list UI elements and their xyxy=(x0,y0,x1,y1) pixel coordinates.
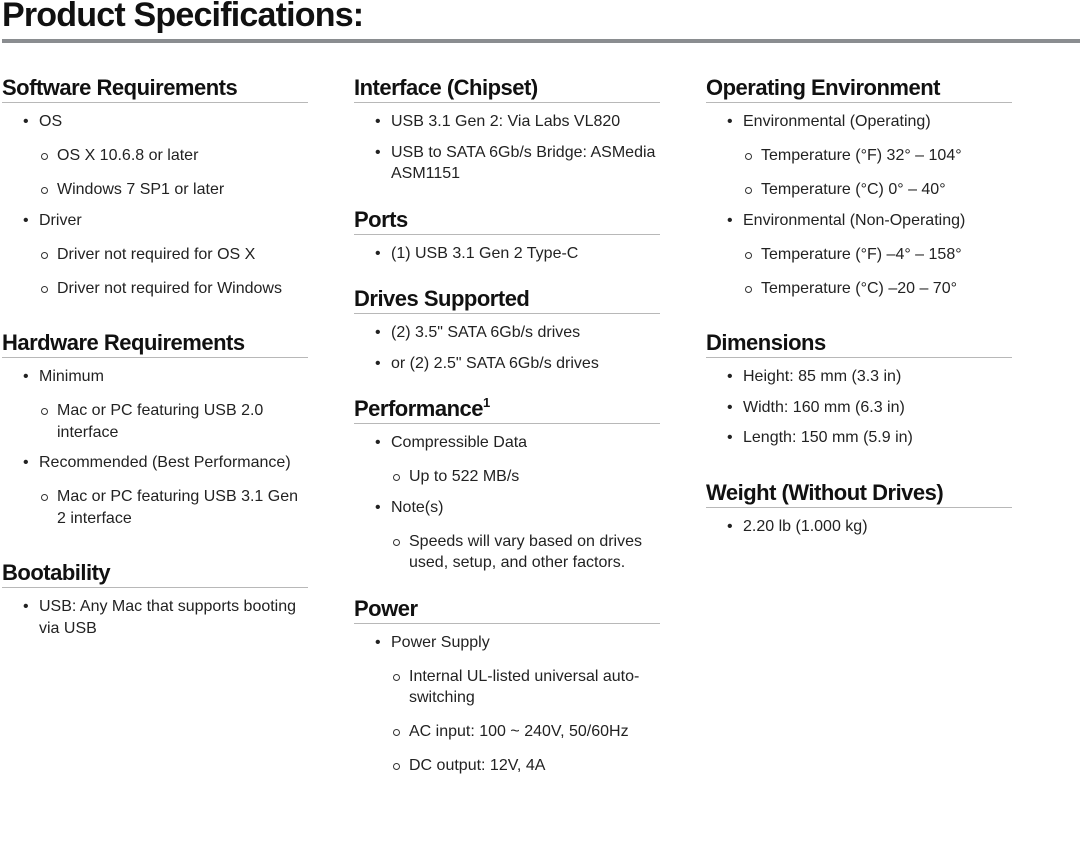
bullet-icon: • xyxy=(375,244,381,262)
section-operating-environment xyxy=(706,74,1012,299)
section-heading xyxy=(706,329,1012,358)
spec-item xyxy=(706,210,1012,300)
spec-subitem xyxy=(2,400,308,443)
spec-sublist xyxy=(39,400,308,443)
spec-item-text: Environmental (Non-Operating) xyxy=(743,211,966,229)
spec-item-text: OS xyxy=(39,113,63,130)
section-power xyxy=(354,595,660,777)
section-heading xyxy=(354,395,660,424)
spec-subitem xyxy=(706,278,1012,300)
spec-subitem xyxy=(706,244,1012,266)
spec-item xyxy=(706,427,1012,449)
spec-item xyxy=(706,366,1012,388)
spec-column-2 xyxy=(354,74,660,777)
hollow-bullet-icon xyxy=(41,187,48,194)
spec-item-text: Recommended (Best Performance) xyxy=(39,454,291,471)
spec-item-text: (1) USB 3.1 Gen 2 Type-C xyxy=(391,244,579,262)
section-heading-text: Interface (Chipset) xyxy=(354,75,538,100)
spec-sublist xyxy=(391,531,660,574)
spec-subitem xyxy=(354,755,660,777)
spec-item xyxy=(2,111,308,201)
spec-sublist xyxy=(39,486,308,529)
hollow-bullet-icon xyxy=(41,153,48,160)
spec-sublist xyxy=(743,244,1012,300)
bullet-icon: • xyxy=(23,454,29,471)
spec-item xyxy=(354,497,660,574)
section-weight-without-drives xyxy=(706,479,1012,538)
bullet-icon: • xyxy=(727,398,733,416)
spec-item xyxy=(706,516,1012,538)
spec-subitem-text: Driver not required for OS X xyxy=(57,245,256,263)
spec-subitem-text: Temperature (°C) –20 – 70° xyxy=(761,279,957,297)
hollow-bullet-icon xyxy=(393,729,400,736)
spec-subitem xyxy=(706,145,1012,167)
hollow-bullet-icon xyxy=(41,494,48,501)
bullet-icon: • xyxy=(375,633,381,651)
spec-subitem-text: Driver not required for Windows xyxy=(57,279,282,297)
section-heading-text: Dimensions xyxy=(706,330,826,355)
bullet-icon: • xyxy=(727,113,733,130)
spec-sublist xyxy=(391,466,660,488)
page-title: Product Specifications: xyxy=(2,0,364,34)
spec-subitem-text: Temperature (°F) 32° – 104° xyxy=(761,147,962,164)
bullet-icon: • xyxy=(23,598,29,615)
bullet-icon: • xyxy=(727,211,733,229)
bullet-icon: • xyxy=(375,434,381,451)
section-heading-text: Ports xyxy=(354,206,408,232)
spec-item-text: Driver xyxy=(39,211,82,229)
section-heading xyxy=(706,479,1012,508)
spec-item xyxy=(354,322,660,344)
spec-item xyxy=(354,632,660,777)
section-heading-text: Bootability xyxy=(2,560,111,585)
section-heading xyxy=(354,206,660,235)
hollow-bullet-icon xyxy=(393,539,400,546)
title-divider xyxy=(2,39,1080,43)
section-heading-text: Drives Supported xyxy=(354,286,530,311)
section-spacer xyxy=(354,574,660,595)
section-spacer xyxy=(354,264,660,285)
spec-item-text: or (2) 2.5" SATA 6Gb/s drives xyxy=(391,354,599,372)
section-spacer xyxy=(2,299,308,329)
hollow-bullet-icon xyxy=(41,252,48,259)
section-heading xyxy=(354,74,660,103)
spec-item xyxy=(706,397,1012,419)
spec-list xyxy=(706,366,1012,449)
section-heading xyxy=(2,329,308,358)
section-heading xyxy=(2,559,308,588)
section-interface-chipset xyxy=(354,74,660,185)
section-heading xyxy=(354,595,660,624)
bullet-icon: • xyxy=(727,517,733,535)
spec-list xyxy=(354,243,660,265)
hollow-bullet-icon xyxy=(393,474,400,481)
section-spacer xyxy=(354,185,660,206)
spec-item xyxy=(2,452,308,529)
spec-item-text: 2.20 lb (1.000 kg) xyxy=(743,517,868,535)
spec-item xyxy=(354,142,660,185)
spec-subitem-text: Temperature (°F) –4° – 158° xyxy=(761,245,962,263)
spec-item-text: Length: 150 mm (5.9 in) xyxy=(743,429,913,446)
spec-list xyxy=(354,432,660,574)
spec-item-text: USB to SATA 6Gb/s Bridge: ASMedia ASM1151 xyxy=(391,143,656,182)
spec-item-text: Note(s) xyxy=(391,498,444,516)
spec-subitem-text: DC output: 12V, 4A xyxy=(409,757,546,774)
spec-subitem xyxy=(2,278,308,300)
section-heading-text: Weight (Without Drives) xyxy=(706,479,944,505)
spec-subitem-text: AC input: 100 ~ 240V, 50/60Hz xyxy=(409,723,629,740)
spec-list xyxy=(706,516,1012,538)
bullet-icon: • xyxy=(375,143,381,161)
spec-item-text: Width: 160 mm (6.3 in) xyxy=(743,398,905,416)
spec-list xyxy=(354,322,660,374)
spec-sublist xyxy=(39,244,308,300)
section-hardware-requirements xyxy=(2,329,308,529)
spec-subitem-text: Temperature (°C) 0° – 40° xyxy=(761,181,946,198)
spec-subitem-text: Speeds will vary based on drives used, setup, and other factors. xyxy=(409,532,643,571)
section-drives-supported xyxy=(354,285,660,374)
bullet-icon: • xyxy=(727,368,733,385)
bullet-icon: • xyxy=(23,211,29,229)
spec-list xyxy=(2,111,308,299)
spec-item xyxy=(2,366,308,443)
section-software-requirements xyxy=(2,74,308,299)
bullet-icon: • xyxy=(375,354,381,372)
spec-item-text: Power Supply xyxy=(391,633,490,651)
hollow-bullet-icon xyxy=(745,153,752,160)
spec-sublist xyxy=(39,145,308,201)
spec-subitem-text: OS X 10.6.8 or later xyxy=(57,147,199,164)
hollow-bullet-icon xyxy=(41,286,48,293)
section-heading-text: Hardware Requirements xyxy=(2,330,245,355)
bullet-icon: • xyxy=(375,498,381,516)
section-spacer xyxy=(354,374,660,395)
spec-subitem xyxy=(2,486,308,529)
bullet-icon: • xyxy=(375,113,381,130)
section-bootability xyxy=(2,559,308,639)
spec-sublist xyxy=(391,666,660,777)
section-spacer xyxy=(706,299,1012,329)
spec-list xyxy=(354,111,660,185)
spec-subitem xyxy=(354,466,660,488)
spec-subitem-text: Mac or PC featuring USB 2.0 interface xyxy=(57,402,264,441)
spec-item xyxy=(354,243,660,265)
spec-subitem-text: Windows 7 SP1 or later xyxy=(57,181,225,198)
bullet-icon: • xyxy=(23,113,29,130)
spec-subitem xyxy=(706,179,1012,201)
spec-item xyxy=(354,111,660,133)
spec-item xyxy=(2,210,308,300)
spec-column-1 xyxy=(2,74,308,639)
spec-item-text: Environmental (Operating) xyxy=(743,113,931,130)
spec-subitem xyxy=(2,244,308,266)
hollow-bullet-icon xyxy=(393,674,400,681)
section-ports xyxy=(354,206,660,265)
spec-list xyxy=(2,366,308,529)
section-heading-text: Software Requirements xyxy=(2,75,238,100)
spec-list xyxy=(354,632,660,777)
spec-item-text: Height: 85 mm (3.3 in) xyxy=(743,368,902,385)
spec-subitem xyxy=(2,179,308,201)
spec-item xyxy=(354,353,660,375)
spec-subitem-text: Mac or PC featuring USB 3.1 Gen 2 interface xyxy=(57,488,298,527)
bullet-icon: • xyxy=(375,324,381,341)
section-heading-text: Performance xyxy=(354,396,484,421)
spec-subitem-text: Internal UL-listed universal auto-switching xyxy=(409,667,640,706)
spec-subitem xyxy=(354,721,660,743)
spec-item xyxy=(354,432,660,488)
section-performance xyxy=(354,395,660,574)
spec-item-text: Minimum xyxy=(39,368,104,385)
hollow-bullet-icon xyxy=(745,252,752,259)
hollow-bullet-icon xyxy=(41,408,48,415)
spec-item-text: USB 3.1 Gen 2: Via Labs VL820 xyxy=(391,113,621,130)
section-dimensions xyxy=(706,329,1012,449)
section-heading xyxy=(706,74,1012,103)
footnote-marker: 1 xyxy=(483,395,490,410)
section-heading-text: Operating Environment xyxy=(706,75,940,100)
spec-column-3 xyxy=(706,74,1012,537)
spec-subitem xyxy=(354,531,660,574)
spec-subitem-text: Up to 522 MB/s xyxy=(409,468,520,485)
section-spacer xyxy=(706,449,1012,479)
spec-item-text: (2) 3.5" SATA 6Gb/s drives xyxy=(391,324,581,341)
bullet-icon: • xyxy=(727,429,733,446)
hollow-bullet-icon xyxy=(745,187,752,194)
spec-item xyxy=(2,596,308,639)
hollow-bullet-icon xyxy=(745,286,752,293)
hollow-bullet-icon xyxy=(393,763,400,770)
section-heading-text: Power xyxy=(354,595,418,621)
spec-item-text: USB: Any Mac that supports booting via USB xyxy=(39,598,297,637)
section-spacer xyxy=(2,529,308,559)
spec-subitem xyxy=(2,145,308,167)
spec-item xyxy=(706,111,1012,201)
spec-item-text: Compressible Data xyxy=(391,434,528,451)
section-heading xyxy=(2,74,308,103)
spec-sublist xyxy=(743,145,1012,201)
spec-subitem xyxy=(354,666,660,709)
bullet-icon: • xyxy=(23,368,29,385)
spec-list xyxy=(706,111,1012,299)
spec-list xyxy=(2,596,308,639)
section-heading xyxy=(354,285,660,314)
